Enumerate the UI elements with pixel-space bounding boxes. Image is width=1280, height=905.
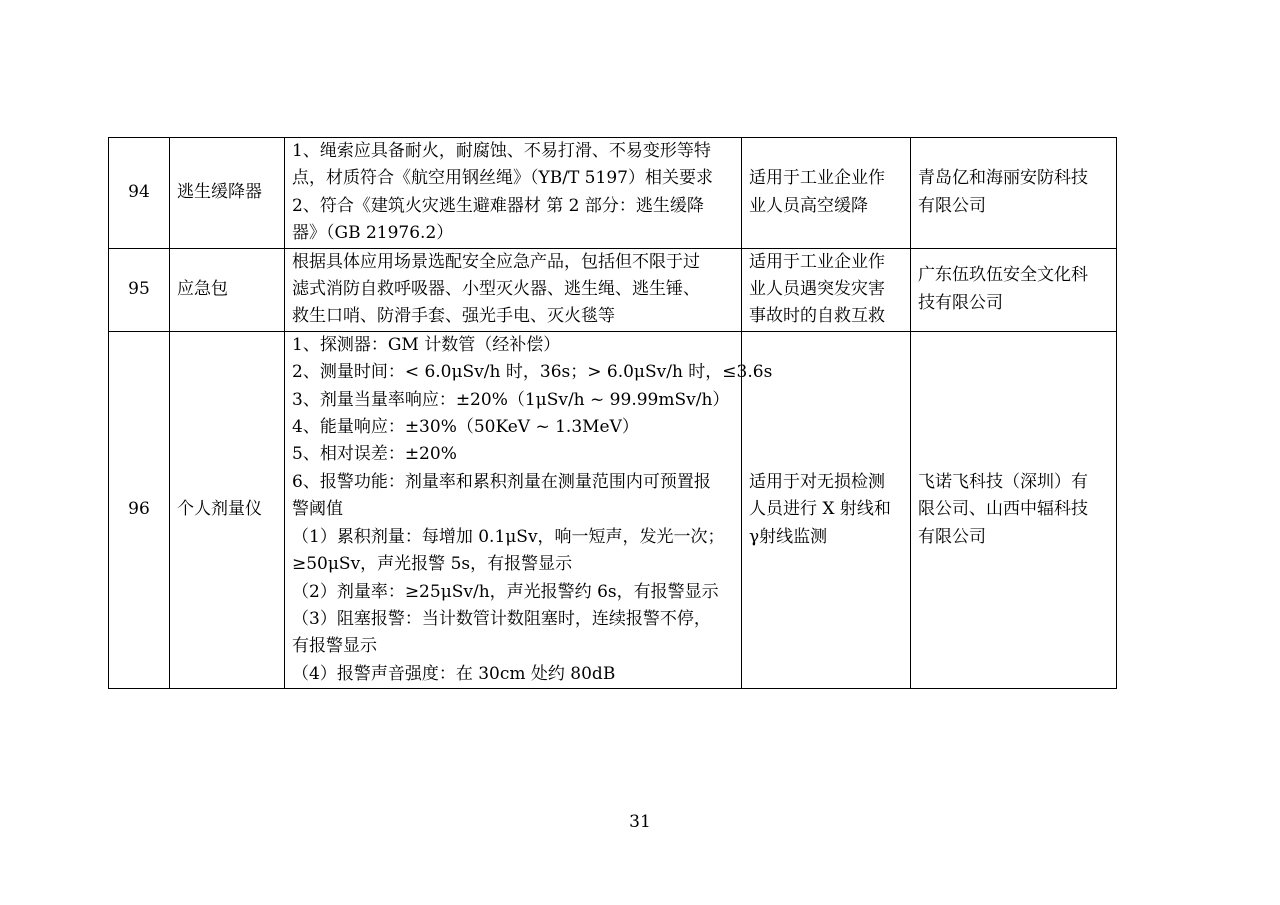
text-line: 有报警显示 bbox=[292, 636, 377, 657]
cell-supplier bbox=[911, 138, 1117, 249]
text-line: 有限公司 bbox=[918, 195, 986, 216]
text-line: 器》（GB 21976.2） bbox=[292, 223, 454, 244]
text-line: 根据具体应用场景选配安全应急产品，包括但不限于过 bbox=[292, 251, 700, 272]
text-line: 人员进行 X 射线和 bbox=[749, 499, 891, 520]
text-line: （3）阻塞报警：当计数管计数阻塞时，连续报警不停， bbox=[292, 608, 711, 629]
text-line: 适用于对无损检测 bbox=[749, 471, 885, 492]
table-row bbox=[109, 331, 1117, 688]
text-line: （1）累积剂量：每增加 0.1μSv，响一短声，发光一次； bbox=[292, 526, 725, 547]
cell-scope bbox=[742, 331, 911, 688]
text-line: 2、测量时间：< 6.0μSv/h 时，36s；> 6.0μSv/h 时，≤3.6s bbox=[292, 362, 773, 383]
cell-specification bbox=[285, 331, 773, 688]
cell-number: 95 bbox=[109, 248, 170, 331]
text-line: 警阈值 bbox=[292, 499, 343, 520]
cell-scope bbox=[742, 248, 911, 331]
cell-supplier bbox=[911, 248, 1117, 331]
text-line: ≥50μSv，声光报警 5s，有报警显示 bbox=[292, 554, 573, 575]
cell-scope bbox=[742, 138, 911, 249]
text-line: 5、相对误差：±20% bbox=[292, 444, 457, 465]
cell-number: 96 bbox=[109, 331, 170, 688]
product-table bbox=[108, 137, 1117, 689]
cell-product-name: 应急包 bbox=[170, 248, 285, 331]
cell-specification bbox=[285, 138, 742, 249]
page-number: 31 bbox=[629, 812, 651, 832]
cell-specification bbox=[285, 248, 742, 331]
table-row bbox=[109, 138, 1117, 249]
text-line: 适用于工业企业作 bbox=[749, 168, 885, 189]
text-line: 业人员高空缓降 bbox=[749, 195, 868, 216]
text-line: 救生口哨、防滑手套、强光手电、灭火毯等 bbox=[292, 306, 615, 327]
text-line: 2、符合《建筑火灾逃生避难器材 第 2 部分：逃生缓降 bbox=[292, 195, 704, 216]
text-line: （4）报警声音强度：在 30cm 处约 80dB bbox=[292, 663, 616, 684]
text-line: 3、剂量当量率响应：±20%（1μSv/h ~ 99.99mSv/h） bbox=[292, 389, 730, 410]
text-line: 有限公司 bbox=[918, 526, 986, 547]
text-line: 适用于工业企业作 bbox=[749, 251, 885, 272]
text-line: 技有限公司 bbox=[918, 292, 1003, 313]
text-line: 点，材质符合《航空用钢丝绳》（YB/T 5197）相关要求 bbox=[292, 168, 713, 189]
cell-number: 94 bbox=[109, 138, 170, 249]
text-line: 限公司、山西中辐科技 bbox=[918, 499, 1088, 520]
text-line: 广东伍玖伍安全文化科 bbox=[918, 265, 1088, 286]
text-line: 青岛亿和海丽安防科技 bbox=[918, 168, 1088, 189]
text-line: 6、报警功能：剂量率和累积剂量在测量范围内可预置报 bbox=[292, 471, 711, 492]
text-line: 4、能量响应：±30%（50KeV ~ 1.3MeV） bbox=[292, 417, 639, 438]
text-line: γ射线监测 bbox=[749, 526, 828, 547]
cell-supplier bbox=[911, 331, 1117, 688]
text-line: 飞诺飞科技（深圳）有 bbox=[918, 471, 1088, 492]
text-line: 1、探测器：GM 计数管（经补偿） bbox=[292, 334, 561, 355]
cell-product-name: 个人剂量仪 bbox=[170, 331, 285, 688]
table-row bbox=[109, 248, 1117, 331]
table-body bbox=[109, 138, 1117, 689]
text-line: 业人员遇突发灾害 bbox=[749, 279, 885, 300]
cell-product-name: 逃生缓降器 bbox=[170, 138, 285, 249]
text-line: 滤式消防自救呼吸器、小型灭火器、逃生绳、逃生锤、 bbox=[292, 279, 700, 300]
text-line: 事故时的自救互救 bbox=[749, 306, 885, 327]
text-line: 1、绳索应具备耐火，耐腐蚀、不易打滑、不易变形等特 bbox=[292, 141, 711, 161]
text-line: （2）剂量率：≥25μSv/h，声光报警约 6s，有报警显示 bbox=[292, 581, 719, 602]
